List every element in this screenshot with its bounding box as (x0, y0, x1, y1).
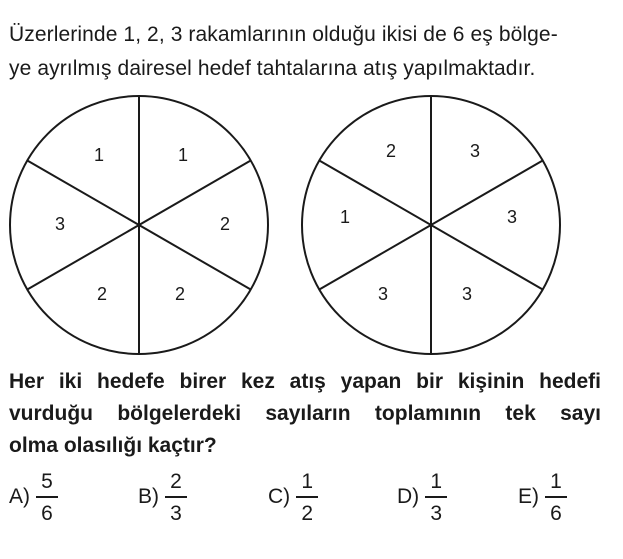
option-b-fraction (163, 469, 189, 526)
option-a-fraction-bar (36, 496, 58, 498)
board-right-sector-3: 3 (506, 206, 518, 227)
board-left-sector-5: 2 (96, 284, 108, 304)
option-b-numerator: 2 (170, 469, 182, 493)
option-e-denominator: 6 (550, 501, 562, 525)
board-left-sector-6: 3 (54, 213, 66, 234)
target-board-left (10, 96, 268, 354)
option-c-denominator: 2 (301, 501, 314, 525)
option-c[interactable] (268, 462, 320, 532)
option-e-numerator: 1 (550, 469, 562, 493)
intro-line-1: Üzerlerinde 1, 2, 3 rakamlarının olduğu ikisi de 6 eş bölge- (9, 23, 558, 46)
option-b-fraction-bar (165, 496, 187, 498)
board-right-sector-4: 3 (461, 284, 473, 304)
board-left-sector-4: 2 (174, 284, 186, 304)
option-a[interactable] (9, 462, 60, 532)
option-b[interactable] (138, 462, 189, 532)
option-d-denominator: 3 (430, 501, 443, 525)
target-board-right (302, 96, 560, 354)
option-a-numerator: 5 (41, 469, 53, 493)
question-text (9, 366, 601, 462)
option-a-denominator: 6 (41, 501, 53, 525)
option-d-fraction (423, 469, 449, 526)
board-right-sector-2: 3 (469, 141, 481, 161)
question-line-3: olma olasılığı kaçtır? (9, 434, 217, 457)
option-d-numerator: 1 (430, 469, 443, 493)
question-line-2: vurduğu bölgelerdeki sayıların toplamının tek sayı (9, 402, 601, 425)
board-right-sector-1: 2 (385, 141, 397, 161)
board-left-sector-3: 2 (219, 213, 231, 234)
option-e-fraction (543, 469, 569, 526)
board-left-sector-2: 1 (177, 145, 189, 165)
option-c-fraction (294, 469, 320, 526)
option-c-letter: C) (268, 485, 291, 508)
option-e-letter: E) (518, 485, 539, 508)
board-left-sector-1: 1 (93, 145, 105, 165)
option-b-denominator: 3 (170, 501, 182, 525)
board-right-sector-5: 3 (377, 284, 389, 304)
option-b-letter: B) (138, 485, 159, 508)
option-e[interactable] (518, 462, 569, 532)
option-d-letter: D) (397, 485, 420, 508)
intro-line-2: ye ayrılmış dairesel hedef tahtalarına atış yapılmaktadır. (9, 57, 536, 80)
answer-options (0, 462, 623, 532)
option-d[interactable] (397, 462, 449, 532)
option-c-fraction-bar (296, 496, 318, 498)
option-d-fraction-bar (425, 496, 447, 498)
board-right-sector-6: 1 (339, 206, 351, 227)
question-line-1: Her iki hedefe birer kez atış yapan bir kişinin hedefi (9, 370, 601, 393)
option-c-numerator: 1 (301, 469, 314, 493)
option-a-letter: A) (9, 485, 30, 508)
option-e-fraction-bar (545, 496, 567, 498)
option-a-fraction (34, 469, 60, 526)
